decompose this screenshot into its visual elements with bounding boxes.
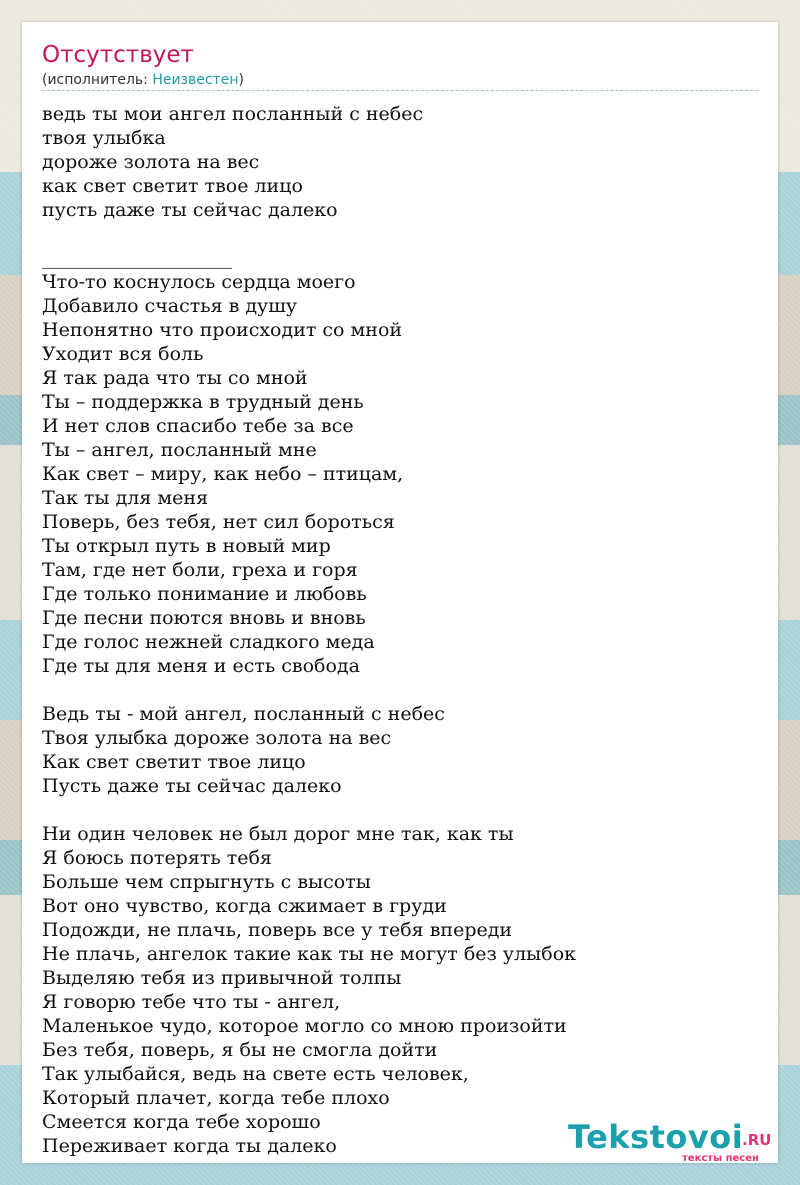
lyrics-text: [42, 102, 576, 1158]
lyric-line: твоя улыбка: [42, 127, 166, 149]
lyric-line: Который плачет, когда тебе плохо: [42, 1087, 390, 1109]
lyric-line: Выделяю тебя из привычной толпы: [42, 967, 402, 989]
lyric-line: Больше чем спрыгнуть с высоты: [42, 871, 371, 893]
header-divider: [42, 90, 758, 91]
lyric-line: Так ты для меня: [42, 487, 209, 509]
lyrics-card: [22, 22, 778, 1163]
site-logo[interactable]: [568, 1118, 778, 1163]
lyric-line: Ты открыл путь в новый мир: [42, 535, 331, 557]
lyric-line: Где только понимание и любовь: [42, 583, 367, 605]
lyric-line: Где ты для меня и есть свобода: [42, 655, 360, 677]
lyric-line: Там, где нет боли, греха и горя: [42, 559, 358, 581]
lyric-line: Непонятно что происходит со мной: [42, 319, 403, 341]
lyric-line: Пусть даже ты сейчас далеко: [42, 775, 342, 797]
lyric-line: Поверь, без тебя, нет сил бороться: [42, 511, 395, 533]
song-title: Отсутствует: [42, 42, 194, 68]
lyric-line: Маленькое чудо, которое могло со мною произойти: [42, 1015, 567, 1037]
lyric-line: Добавило счастья в душу: [42, 295, 298, 317]
artist-link[interactable]: Неизвестен: [152, 72, 239, 88]
logo-name: Tekstovoi: [568, 1118, 744, 1156]
lyric-line: Без тебя, поверь, я бы не смогла дойти: [42, 1039, 438, 1061]
lyric-line: Не плачь, ангелок такие как ты не могут без улыбок: [42, 943, 577, 965]
lyric-line: И нет слов спасибо тебе за все: [42, 415, 354, 437]
lyric-line: Ты – ангел, посланный мне: [42, 439, 317, 461]
lyric-line: Как свет светит твое лицо: [42, 751, 306, 773]
lyric-line: ____________________: [42, 247, 232, 269]
lyric-line: Переживает когда ты далеко: [42, 1135, 337, 1157]
lyric-line: Уходит вся боль: [42, 343, 204, 365]
artist-suffix: ): [238, 72, 244, 88]
lyric-line: [42, 222, 576, 246]
lyric-line: Ведь ты - мой ангел, посланный с небес: [42, 703, 445, 725]
lyric-line: Так улыбайся, ведь на свете есть человек,: [42, 1063, 469, 1085]
lyric-line: пусть даже ты сейчас далеко: [42, 199, 338, 221]
lyric-line: ведь ты мои ангел посланный с небес: [42, 103, 424, 125]
lyric-line: дороже золота на вес: [42, 151, 260, 173]
artist-line: [42, 71, 244, 89]
lyric-line: Я говорю тебе что ты - ангел,: [42, 991, 341, 1013]
lyric-line: Твоя улыбка дороже золота на вес: [42, 727, 392, 749]
lyric-line: Ни один человек не был дорог мне так, как ты: [42, 823, 514, 845]
lyric-line: Вот оно чувство, когда сжимает в груди: [42, 895, 447, 917]
lyric-line: Подожди, не плачь, поверь все у тебя впереди: [42, 919, 513, 941]
artist-prefix: (исполнитель:: [42, 72, 153, 88]
lyric-line: Где песни поются вновь и вновь: [42, 607, 366, 629]
lyric-line: Как свет – миру, как небо – птицам,: [42, 463, 404, 485]
lyric-line: Я так рада что ты со мной: [42, 367, 308, 389]
lyric-line: как свет светит твое лицо: [42, 175, 303, 197]
lyric-line: [42, 678, 576, 702]
lyric-line: Ты – поддержка в трудный день: [42, 391, 364, 413]
logo-tld: .RU: [742, 1131, 772, 1149]
lyric-line: Что-то коснулось сердца моего: [42, 271, 356, 293]
lyric-line: Я боюсь потерять тебя: [42, 847, 272, 869]
lyric-line: Где голос нежней сладкого меда: [42, 631, 375, 653]
logo-tagline: тексты песен: [682, 1153, 759, 1164]
lyric-line: [42, 798, 576, 822]
lyric-line: Смеется когда тебе хорошо: [42, 1111, 321, 1133]
